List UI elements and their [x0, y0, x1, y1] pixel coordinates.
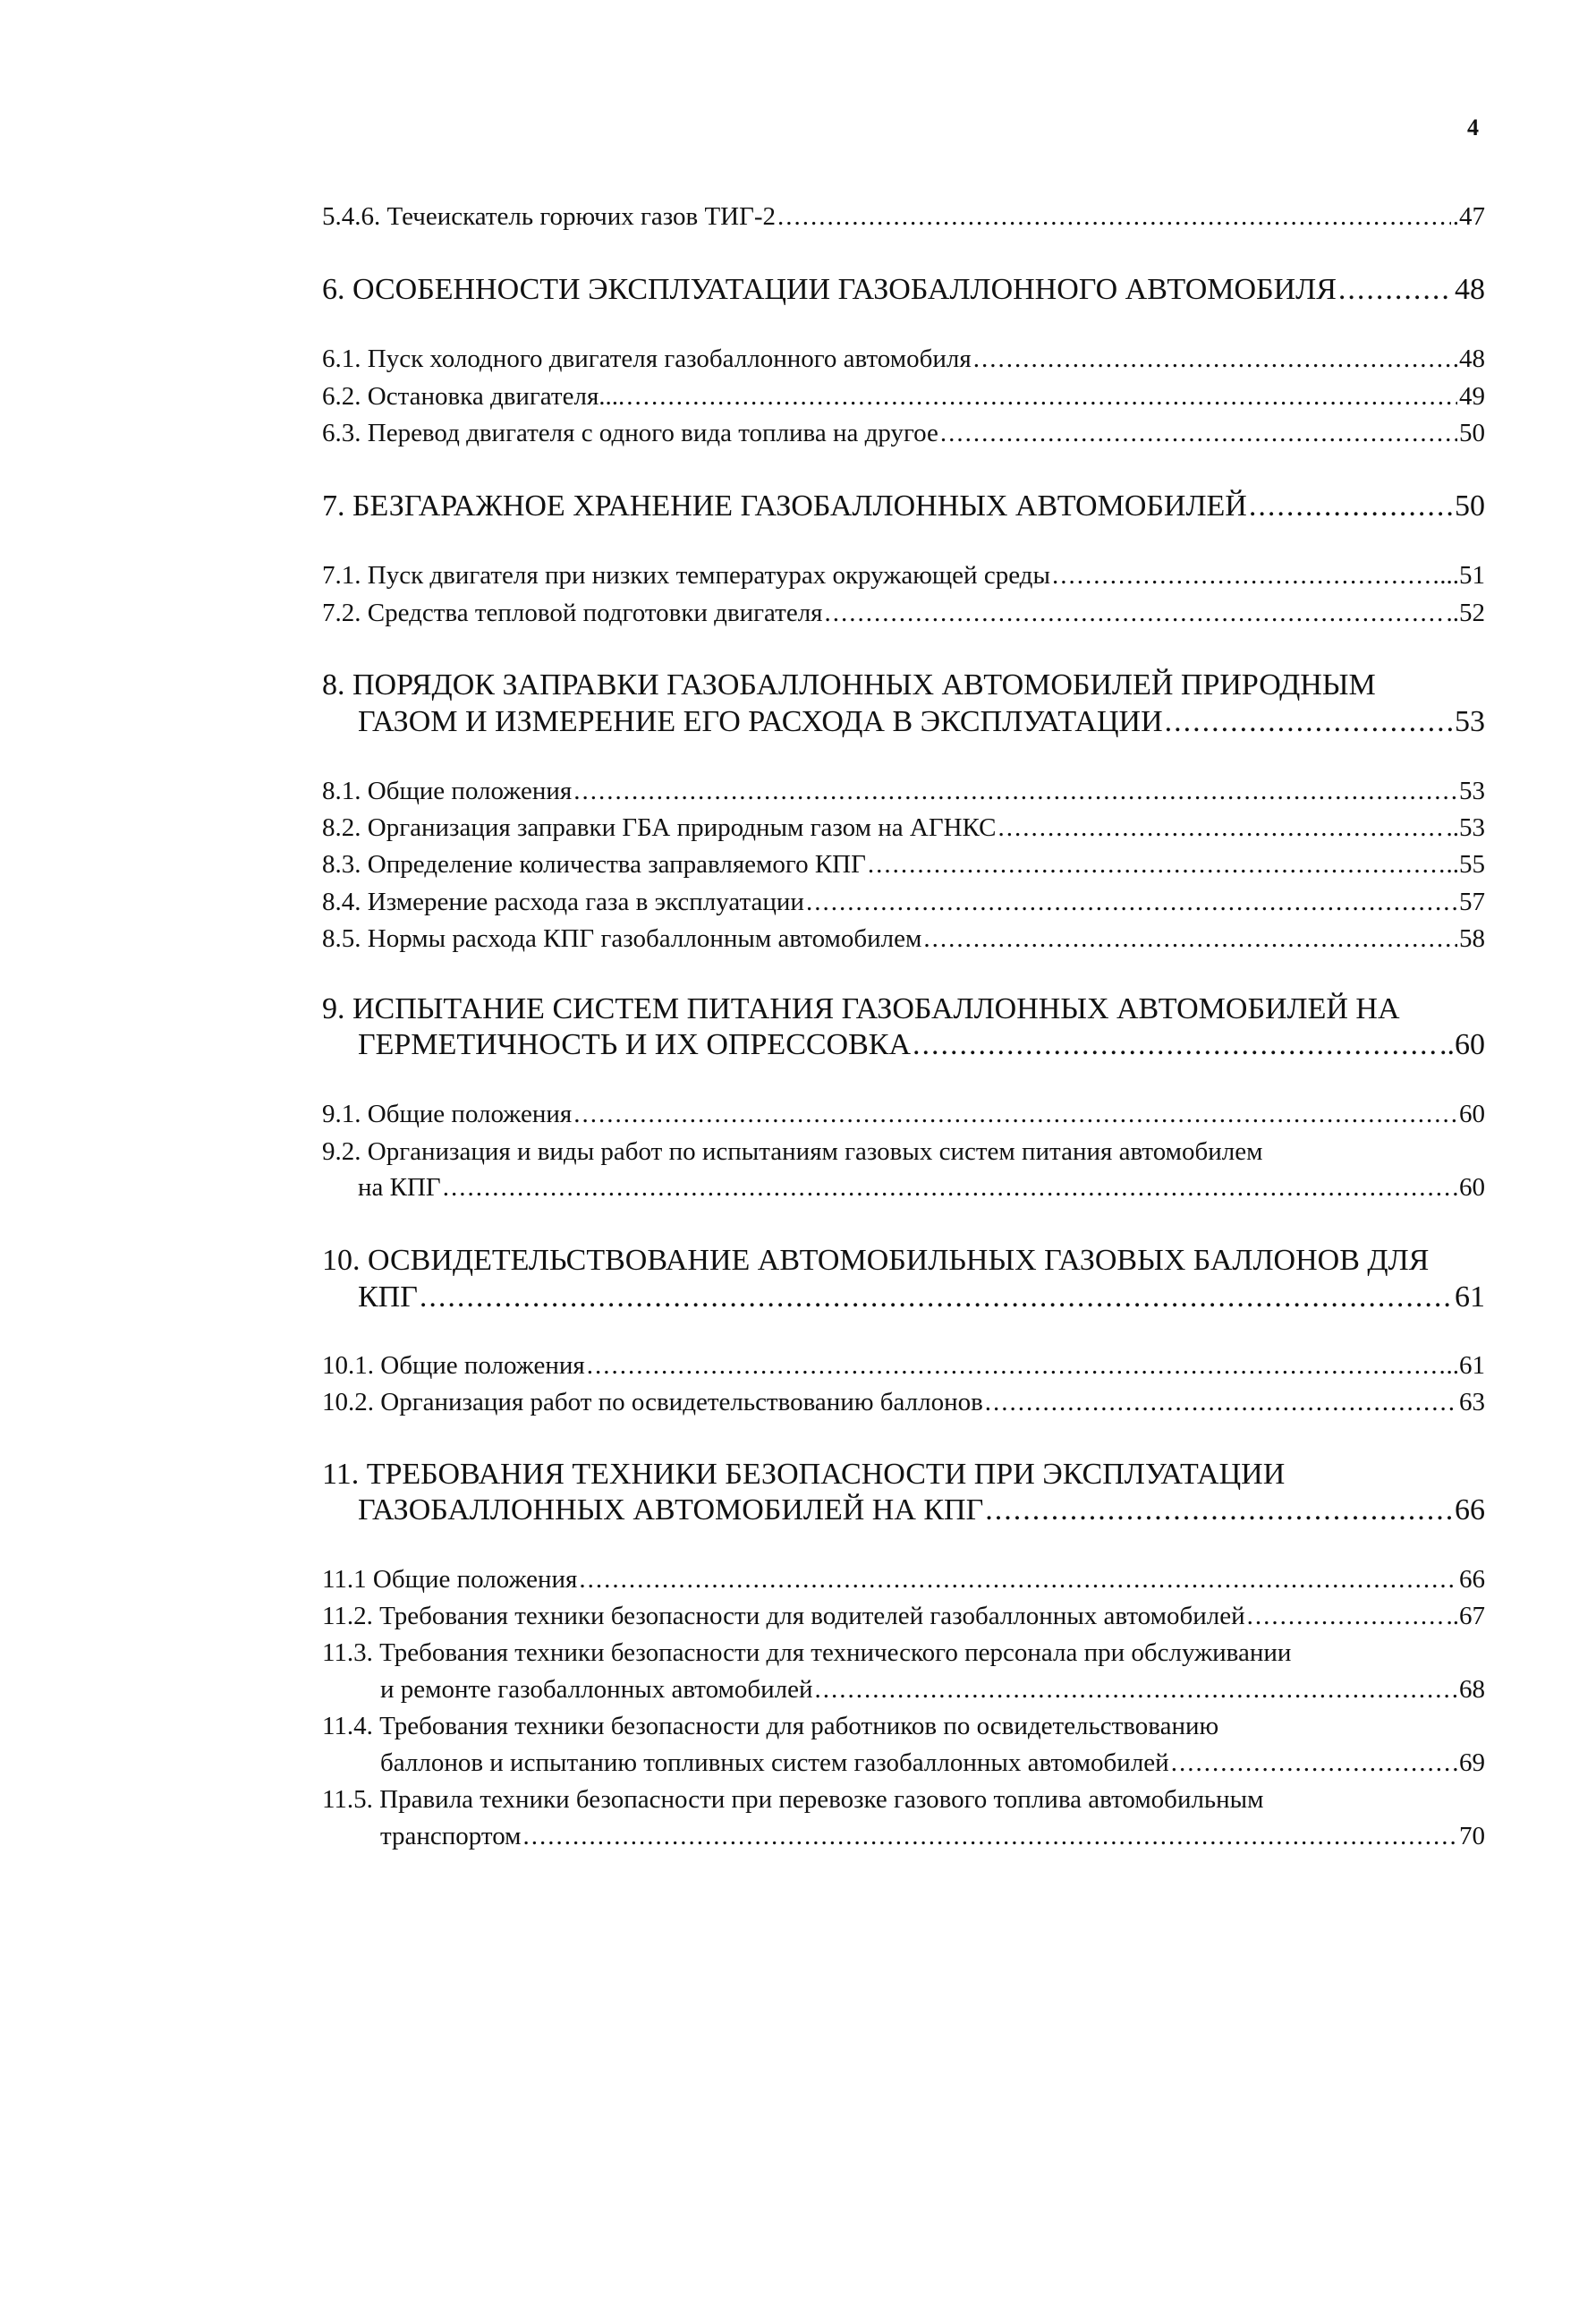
toc-section-11-title-line1: 11. ТРЕБОВАНИЯ ТЕХНИКИ БЕЗОПАСНОСТИ ПРИ ЭКСПЛУАТАЦИИ: [322, 1458, 1286, 1491]
toc-entry-page: .48: [1452, 344, 1485, 373]
toc-entry-label: баллонов и испытанию топливных систем газобаллонных автомобилей: [380, 1748, 1169, 1777]
toc-entry-label: на КПГ: [358, 1173, 441, 1202]
toc-entry-5-4-6: [322, 202, 1485, 232]
toc-entry-11-4: [380, 1748, 1485, 1778]
toc-entry-11-3: [380, 1675, 1485, 1705]
toc-section-title: ГАЗОБАЛЛОННЫХ АВТОМОБИЛЕЙ НА КПГ: [358, 1493, 984, 1527]
toc-entry-label: 10.2. Организация работ по освидетельствованию баллонов: [322, 1388, 983, 1416]
toc-entry-label: транспортом: [380, 1822, 522, 1850]
toc-entry-page: ..55: [1446, 850, 1485, 879]
toc-entry-7-1: [322, 561, 1485, 591]
toc-section-title: 6. ОСОБЕННОСТИ ЭКСПЛУАТАЦИИ ГАЗОБАЛЛОННОГО АВТОМОБИЛЯ: [322, 273, 1337, 306]
toc-entry-9-1: [322, 1100, 1485, 1129]
toc-entry-page: 63: [1459, 1388, 1485, 1416]
toc-entry-page: 50: [1459, 419, 1485, 447]
toc-section-page: 48: [1455, 273, 1485, 306]
toc-entry-label: 11.1 Общие положения: [322, 1565, 578, 1594]
toc-section-9: [358, 1027, 1485, 1062]
toc-entry-9-2-line1: 9.2. Организация и виды работ по испытаниям газовых систем питания автомобилем: [322, 1137, 1263, 1166]
toc-entry-10-1: [322, 1351, 1485, 1381]
toc-entry-label: 8.3. Определение количества заправляемого КПГ: [322, 850, 866, 879]
toc-entry-11-4-line1: 11.4. Требования техники безопасности для работников по освидетельствованию: [322, 1712, 1219, 1740]
toc-entry-page: ..67: [1446, 1602, 1485, 1630]
toc-entry-label: 8.1. Общие положения: [322, 777, 573, 805]
toc-section-7: [322, 489, 1485, 523]
toc-section-9-title-line1: 9. ИСПЫТАНИЕ СИСТЕМ ПИТАНИЯ ГАЗОБАЛЛОННЫХ АВТОМОБИЛЕЙ НА: [322, 992, 1400, 1025]
toc-entry-label: 7.2. Средства тепловой подготовки двигателя: [322, 599, 823, 627]
toc-entry-11-2: [322, 1602, 1485, 1631]
toc-section-page: 66: [1455, 1493, 1485, 1527]
toc-entry-8-5: [322, 924, 1485, 954]
toc-section-title: КПГ: [358, 1280, 418, 1314]
toc-entry-label: 5.4.6. Течеискатель горючих газов ТИГ-2: [322, 202, 777, 231]
toc-entry-page: ..52: [1446, 599, 1485, 627]
toc-entry-9-2: [358, 1173, 1485, 1203]
toc-entry-page: 53: [1459, 777, 1485, 805]
toc-entry-page: 68: [1459, 1675, 1485, 1704]
toc-entry-page: ..61: [1446, 1351, 1485, 1380]
toc-entry-label: 9.1. Общие положения: [322, 1100, 573, 1128]
toc-entry-11-5-line1: 11.5. Правила техники безопасности при перевозке газового топлива автомобильным: [322, 1785, 1264, 1814]
toc-entry-page: 70: [1459, 1822, 1485, 1850]
toc-entry-label: 10.1. Общие положения: [322, 1351, 585, 1380]
toc-entry-page: 69: [1459, 1748, 1485, 1777]
toc-entry-8-3: [322, 850, 1485, 880]
toc-entry-11-5: [380, 1822, 1485, 1851]
toc-entry-page: 66: [1459, 1565, 1485, 1594]
toc-section-page: 53: [1455, 705, 1485, 738]
toc-entry-label: 11.2. Требования техники безопасности для водителей газобаллонных автомобилей: [322, 1602, 1245, 1630]
toc-entry-10-2: [322, 1388, 1485, 1417]
toc-section-11: [358, 1493, 1485, 1527]
toc-entry-11-1: [322, 1565, 1485, 1595]
toc-section-page: ..60: [1439, 1028, 1485, 1061]
toc-entry-page: .47: [1452, 202, 1485, 231]
toc-section-page: 61: [1455, 1280, 1485, 1314]
toc-entry-7-2: [322, 599, 1485, 628]
toc-entry-page: 60: [1459, 1173, 1485, 1202]
toc-entry-6-2: [322, 382, 1485, 412]
toc-entry-8-1: [322, 777, 1485, 806]
toc-entry-page: ..53: [1446, 813, 1485, 842]
toc-section-6: [322, 272, 1485, 307]
toc-entry-page: ...51: [1439, 561, 1485, 590]
toc-section-title: ГЕРМЕТИЧНОСТЬ И ИХ ОПРЕССОВКА: [358, 1028, 912, 1061]
toc-entry-6-1: [322, 344, 1485, 374]
toc-section-10: [358, 1280, 1485, 1314]
toc-entry-page: 58: [1459, 924, 1485, 953]
toc-entry-label: 8.5. Нормы расхода КПГ газобаллонным автомобилем: [322, 924, 922, 953]
toc-entry-6-3: [322, 419, 1485, 448]
toc-entry-label: 6.1. Пуск холодного двигателя газобаллонного автомобиля: [322, 344, 972, 373]
toc-entry-page: 57: [1459, 888, 1485, 916]
page-number: 4: [1467, 115, 1479, 140]
toc-section-8-title-line1: 8. ПОРЯДОК ЗАПРАВКИ ГАЗОБАЛЛОННЫХ АВТОМОБИЛЕЙ ПРИРОДНЫМ: [322, 668, 1376, 702]
toc-entry-label: 8.4. Измерение расхода газа в эксплуатации: [322, 888, 804, 916]
toc-entry-8-2: [322, 813, 1485, 843]
toc-entry-page: 49: [1459, 382, 1485, 411]
toc-entry-label: 6.2. Остановка двигателя....: [322, 382, 625, 411]
toc-entry-page: 60: [1459, 1100, 1485, 1128]
toc-section-title: 7. БЕЗГАРАЖНОЕ ХРАНЕНИЕ ГАЗОБАЛЛОННЫХ АВТОМОБИЛЕЙ: [322, 489, 1247, 523]
toc-entry-11-3-line1: 11.3. Требования техники безопасности для технического персонала при обслуживании: [322, 1638, 1292, 1667]
toc-section-page: 50: [1455, 489, 1485, 523]
toc-entry-label: 6.3. Перевод двигателя с одного вида топлива на другое: [322, 419, 938, 447]
toc-entry-label: 8.2. Организация заправки ГБА природным газом на АГНКС: [322, 813, 997, 842]
toc-section-title: ГАЗОМ И ИЗМЕРЕНИЕ ЕГО РАСХОДА В ЭКСПЛУАТАЦИИ: [358, 705, 1163, 738]
toc-entry-8-4: [322, 888, 1485, 917]
toc-entry-label: 7.1. Пуск двигателя при низких температурах окружающей среды: [322, 561, 1050, 590]
toc-section-8: [358, 704, 1485, 739]
toc-section-10-title-line1: 10. ОСВИДЕТЕЛЬСТВОВАНИЕ АВТОМОБИЛЬНЫХ ГАЗОВЫХ БАЛЛОНОВ ДЛЯ: [322, 1244, 1430, 1277]
toc-entry-label: и ремонте газобаллонных автомобилей: [380, 1675, 813, 1704]
